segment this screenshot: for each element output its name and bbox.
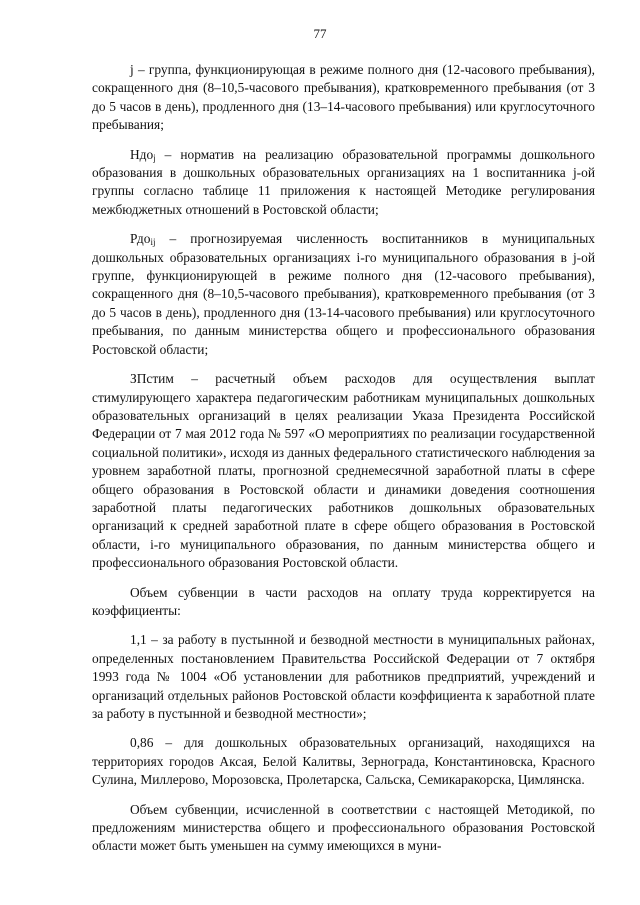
paragraph-coefficients-intro — [92, 584, 595, 621]
paragraph-text: – группа, функционирующая в режиме полного дня (12-часового пребывания), сокращенного дня (8–10,5-часового пребывания), кратковременного пребывания (от 3 до 5 часов в день), продленного дня (13–14-часового пребывания) или круглосуточного пребывания; — [92, 62, 595, 133]
paragraph-zpstim-definition — [92, 370, 595, 572]
formula-symbol: j — [130, 62, 134, 77]
paragraph-j-definition — [92, 61, 595, 135]
formula-subscript: ij — [150, 237, 156, 248]
paragraph-coefficient-0-86 — [92, 734, 595, 789]
paragraph-rdo-definition — [92, 230, 595, 359]
formula-symbol: Ндо — [130, 146, 154, 162]
paragraph-text: 1,1 – за работу в пустынной и безводной местности в муниципальных районах, определенных постановлением Правительства Российской Федерации от 7 октября 1993 года № 1004 «Об установлении для работников предприятий, учреждений и организаций отдельных районов Ростовской области коэффициента к заработной плате за работу в пустынной и безводной местности»; — [92, 632, 595, 721]
paragraph-text: – расчетный объем расходов для осуществления выплат стимулирующего характера педагогическим работникам муниципальных дошкольных образовательных организаций в целях реализации Указа Президента Российской Федерации от 7 мая 2012 года № 597 «О мероприятиях по реализации государственной социальной политики», исходя из данных федерального статистического наблюдения за уровнем заработной платы, прогнозной среднемесячной заработной платы в сфере общего образования в Ростовской области и динамики доведения соотношения заработной платы педагогических работников дошкольных образовательных организаций к средней заработной плате в сфере общего образования в Ростовской области, i-го муниципального образования, по данным министерства общего и профессионального образования Ростовской области. — [92, 371, 595, 571]
formula-subscript: j — [153, 152, 156, 163]
paragraph-text: Объем субвенции, исчисленной в соответствии с настоящей Методикой, по предложениям министерства общего и профессионального образования Ростовской области может быть уменьшен на сумму имеющихся в муни- — [92, 801, 595, 854]
paragraph-text: – прогнозируемая численность воспитанников в муниципальных дошкольных образовательных организациях i-го муниципального образования в j-ой группе, функционирующей в режиме полного дня (12-часового пребывания), сокращенного дня (8–10,5-часового пребывания), кратковременного пребывания (от 3 до 5 часов в день), продленного дня (13-14-часового пребывания) или круглосуточного пребывания, по данным министерства общего и профессионального образования Ростовской области; — [92, 231, 595, 357]
paragraph-text: 0,86 – для дошкольных образовательных организаций, находящихся на территориях городов Аксая, Белой Калитвы, Зернограда, Константиновска, Красного Сулина, Миллерово, Морозовска, Пролетарска, Сальска, Семикаракорска, Цимлянска. — [92, 735, 595, 788]
paragraph-text: Объем субвенции в части расходов на оплату труда корректируется на коэффициенты: — [92, 584, 595, 618]
page-number: 77 — [313, 26, 327, 41]
paragraph-ndo-definition — [92, 146, 595, 220]
paragraph-text: – норматив на реализацию образовательной программы дошкольного образования в дошкольных образовательных организациях на 1 воспитанника j-ой группы согласно таблице 11 приложения к настоящей Методике регулирования межбюджетных отношений в Ростовской области; — [92, 146, 595, 217]
formula-symbol: Рдо — [130, 231, 151, 247]
formula-symbol: ЗПстим — [130, 371, 174, 387]
document-body — [92, 61, 595, 856]
paragraph-coefficient-1-1 — [92, 631, 595, 723]
paragraph-subvention-reduction — [92, 801, 595, 856]
